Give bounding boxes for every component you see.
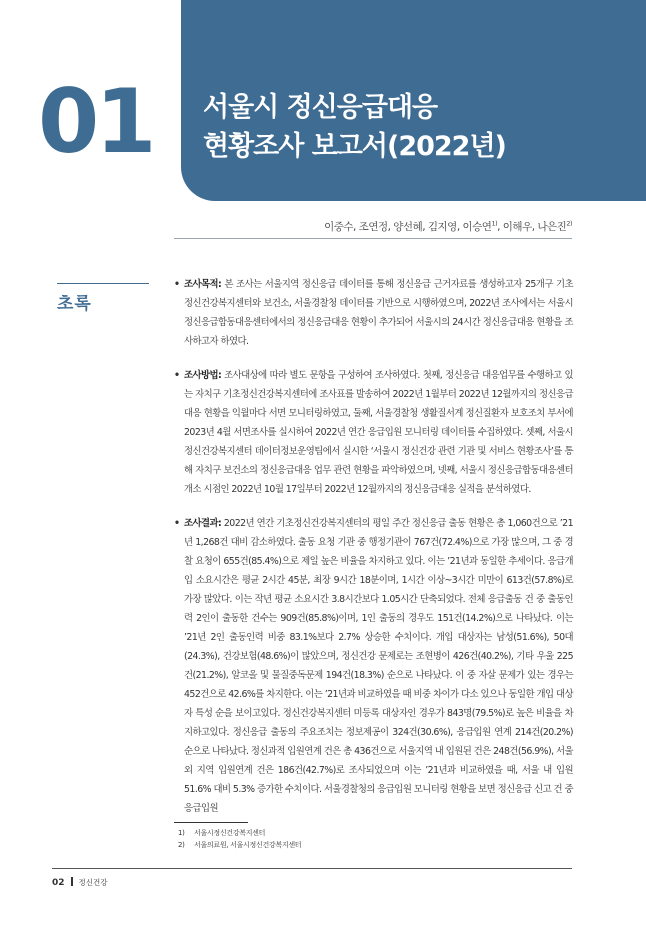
report-title-line-1: 서울시 정신응급대응	[203, 92, 438, 123]
footnotes	[178, 827, 301, 851]
author-names-a: 이중수, 조연정, 양선혜, 김지영, 이승연	[324, 221, 492, 233]
footnote-item	[178, 827, 301, 839]
abstract-body	[174, 275, 573, 833]
section-label: 조사결과:	[184, 518, 222, 529]
report-title-line-2: 현황조사 보고서(2022년)	[203, 131, 506, 162]
author-footnote-marker-1: 1)	[491, 219, 498, 228]
author-divider	[174, 238, 572, 239]
section-text: 조사대상에 따라 별도 문항을 구성하여 조사하였다. 첫째, 정신응급 대응업무를 수행하고 있는 자치구 기초정신건강복지센터에 조사표를 발송하여 2022년 1월부터 2022년 12월까지의 정신응급대응 현황을 익월마다 서면 모니터링하였고, 둘째, 서울경찰청 생활질서계 정신질환자 보호조치 부서에 2023년 4월 서면조사를 실시하여 2022년 연간 응급입원 모니터링 데이터를 수집하였다. 셋째, 서울시정신건강복지센터 데이터정보운영팀에서 실시한 ‘서울시 정신건강 관련 기관 및 서비스 현황조사’를 통해 자치구 보건소의 정신응급대응 업무 관련 현황을 파악하였으며, 넷째, 서울시 정신응급합동대응센터 개소 시점인 2022년 10월 17일부터 2022년 12월까지의 정신응급대응 실적을 분석하였다.	[184, 370, 573, 495]
footnote-text: 서울시정신건강복지센터	[194, 829, 266, 837]
page-footer	[52, 877, 108, 888]
section-label: 조사방법:	[184, 370, 222, 381]
footer-separator	[71, 877, 73, 886]
footnote-item	[178, 839, 301, 851]
footnote-text: 서울의료원, 서울시정신건강복지센터	[194, 841, 302, 849]
bullet-icon: •	[174, 518, 180, 529]
bullet-icon: •	[174, 370, 180, 381]
abstract-section-purpose	[174, 275, 573, 351]
section-text: 2022년 연간 기초정신건강복지센터의 평일 주간 정신응급 출동 현황은 총 1,060건으로 ’21년 1,268건 대비 감소하였다. 출동 요청 기관 중 행정기관이 767건(72.4%)으로 가장 많으며, 그 중 경찰 요청이 655건(85.4%)으로 제일 높은 비율을 차지하고 있다. 이는 ’21년과 동일한 추세이다. 응급개입 소요시간은 평균 2시간 45분, 최장 9시간 18분이며, 1시간 이상~3시간 미만이 613건(57.8%)로 가장 많았다. 이는 작년 평균 소요시간 3.8시간보다 1.05시간 단축되었다. 전체 응급출동 건 중 출동인력 2인이 출동한 건수는 909건(85.8%)이며, 1인 출동의 경우도 151건(14.2%)으로 나타났다. 이는 ’21년 2인 출동인력 비중 83.1%보다 2.7% 상승한 수치이다. 개입 대상자는 남성(51.6%), 50대(24.3%), 건강보험(48.6%)이 많았으며, 정신건강 문제로는 조현병이 426건(40.2%), 기타 우울 225건(21.2%), 알코올 및 물질중독문제 194건(18.3%) 순으로 나타났다. 이 중 자살 문제가 있는 경우는 452건으로 42.6%를 차지한다. 이는 ’21년과 비교하였을 때 비중 차이가 다소 있으나 동일한 개입 대상자 특성 순을 보이고있다. 정신건강복지센터 미등록 대상자인 경우가 843명(79.5%)로 높은 비율을 차지하고있다. 정신응급 출동의 주요조치는 정보제공이 324건(30.6%), 응급입원 연계 214건(20.2%) 순으로 나타났다. 정신과적 입원연계 건은 총 436건으로 서울지역 내 입원된 건은 248건(56.9%), 서울 외 지역 입원연계 건은 186건(42.7%)로 조사되었으며 이는 ’21년과 비교하였을 때, 서울 내 입원 51.6% 대비 5.3% 증가한 수치이다. 서울경찰청의 응급입원 모니터링 현황을 보면 정신응급 신고 건 중 응급입원	[184, 518, 573, 814]
abstract-section-results	[174, 514, 573, 818]
section-text: 본 조사는 서울지역 정신응급 데이터를 통해 정신응급 근거자료를 생성하고자 25개구 기초정신건강복지센터와 보건소, 서울경찰청 데이터를 기반으로 시행하였으며, 2022년 조사에서는 서울시 정신응급합동대응센터에서의 정신응급대응 현황이 추가되어 서울시의 24시간 정신응급대응 현황을 조사하고자 하였다.	[184, 279, 573, 347]
page-number: 02	[52, 878, 65, 888]
report-title	[203, 88, 623, 166]
author-footnote-marker-2: 2)	[566, 219, 572, 228]
author-names-b: , 이해우, 나은진	[497, 221, 567, 233]
footnote-number: 1)	[178, 829, 185, 837]
abstract-section-method	[174, 366, 573, 499]
chapter-number: 01	[38, 70, 153, 173]
author-list	[324, 219, 572, 234]
section-label: 조사목적:	[184, 279, 222, 290]
footnote-number: 2)	[178, 841, 185, 849]
footer-divider	[52, 868, 572, 869]
publication-name: 정신건강	[78, 878, 108, 887]
abstract-heading-rule	[57, 283, 149, 284]
abstract-heading: 초록	[57, 294, 92, 314]
bullet-icon: •	[174, 279, 180, 290]
footnote-divider	[174, 822, 248, 823]
